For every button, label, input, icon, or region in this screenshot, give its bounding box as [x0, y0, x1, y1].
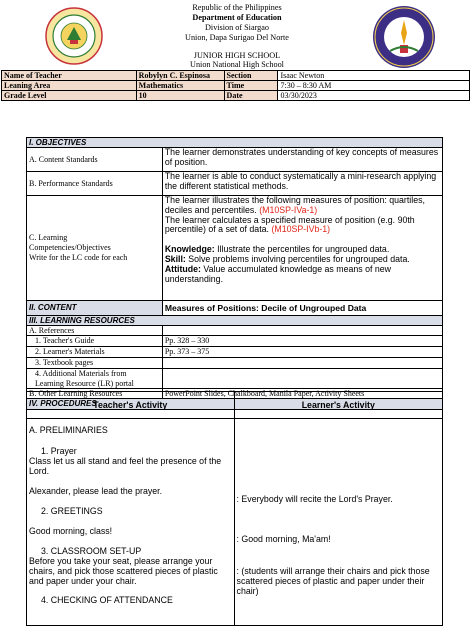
section-label: Section — [224, 71, 278, 81]
content-topic: Measures of Positions: Decile of Ungrouped Data — [162, 301, 442, 316]
competency-2 — [165, 216, 440, 236]
time-label: Time — [224, 81, 278, 91]
additional-materials-label — [27, 369, 163, 389]
grade-value: 10 — [136, 91, 224, 101]
performance-standards-text: The learner is able to conduct systematically a mini-research applying the different statistical methods. — [162, 172, 442, 196]
date-value: 03/30/2023 — [278, 91, 470, 101]
header-address: Union, Dapa Surigao Del Norte — [185, 33, 289, 42]
header-republic: Republic of the Philippines — [192, 3, 282, 12]
competency-1-code: (M10SP-IVa-1) — [259, 204, 318, 215]
resources-heading: III. LEARNING RESOURCES — [27, 316, 443, 326]
competencies-label-3: Write for the LC code for each — [29, 253, 128, 262]
lesson-plan-table — [26, 137, 443, 410]
content-heading: II. CONTENT — [27, 301, 163, 316]
additional-materials-value — [162, 369, 442, 389]
grade-label: Grade Level — [2, 91, 137, 101]
setup-response: : (students will arrange their chairs and pick those scattered pieces of plastic and paper under their chair) — [236, 566, 430, 596]
competencies-label-1: C. Learning — [29, 233, 68, 242]
other-resources-value: PowerPoint Slides, Chalkboard, Manila Paper, Activity Sheets — [162, 389, 442, 399]
header-department: Department of Education — [192, 13, 282, 22]
competencies-label — [27, 196, 163, 301]
greetings-step: 2. GREETINGS — [41, 506, 103, 516]
skill-text: Solve problems involving percentiles for ungrouped data. — [188, 253, 410, 264]
performance-standards-label: B. Performance Standards — [27, 172, 163, 196]
competency-1 — [165, 196, 440, 216]
area-label: Leaning Area — [2, 81, 137, 91]
section-value: Isaac Newton — [278, 71, 470, 81]
other-resources-label: B. Other Learning Resources — [27, 389, 163, 399]
prayer-step: 1. Prayer — [41, 446, 77, 456]
header-division: Division of Siargao — [205, 23, 269, 32]
content-standards-text: The learner demonstrates understanding of key concepts of measures of position. — [162, 148, 442, 172]
content-standards-label: A. Content Standards — [27, 148, 163, 172]
name-value: Robylyn C. Espinosa — [136, 71, 224, 81]
textbook-pages-label: 3. Textbook pages — [27, 358, 163, 369]
attitude-text: Value accumulated knowledge as means of new understanding. — [164, 263, 392, 284]
knowledge-text: Illustrate the percentiles for ungrouped data. — [217, 244, 390, 255]
attitude-objective — [165, 265, 440, 285]
teachers-guide-value: Pp. 328 – 330 — [162, 336, 442, 347]
setup-step: 3. CLASSROOM SET-UP — [41, 546, 142, 556]
learner-activity-header: Learner's Activity — [234, 392, 442, 419]
name-label: Name of Teacher — [2, 71, 137, 81]
attitude-label: Attitude: — [164, 263, 201, 274]
prayer-instruction: Class let us all stand and feel the presence of the Lord. — [29, 456, 222, 476]
additional-materials-line-1: 4. Additional Materials from — [35, 369, 127, 378]
knowledge-label: Knowledge: — [164, 244, 215, 255]
skill-label: Skill: — [164, 253, 186, 264]
area-value: Mathematics — [136, 81, 224, 91]
procedures-heading: IV. PROCEDURES — [27, 399, 443, 410]
alexander-instruction: Alexander, please lead the prayer. — [29, 486, 163, 496]
competency-2-text: The learner calculates a specified measure of position (e.g. 90th percentile) of a set of data. — [164, 214, 415, 235]
teacher-info-table — [1, 70, 470, 101]
procedures-table — [26, 391, 443, 626]
header-junior-high: JUNIOR HIGH SCHOOL — [193, 51, 281, 60]
learner-activity-cell — [234, 419, 442, 626]
time-value: 7:30 – 8:30 AM — [278, 81, 470, 91]
learners-materials-value: Pp. 373 – 375 — [162, 347, 442, 358]
competency-1-text: The learner illustrates the following measures of position: quartiles, deciles and percentiles. — [164, 195, 425, 215]
objectives-heading: I. OBJECTIVES — [27, 138, 443, 148]
learners-materials-label: 2. Learner's Materials — [27, 347, 163, 358]
prayer-response: : Everybody will recite the Lord's Prayer. — [236, 494, 393, 504]
teachers-guide-label: 1. Teacher's Guide — [27, 336, 163, 347]
competency-2-code: (M10SP-IVb-1) — [271, 224, 331, 235]
attendance-step: 4. CHECKING OF ATTENDANCE — [41, 595, 173, 605]
textbook-pages-value — [162, 358, 442, 369]
header-school-name: Union National High School — [190, 60, 284, 69]
date-label: Date — [224, 91, 278, 101]
preliminaries-heading: A. PRELIMINARIES — [29, 425, 108, 435]
competencies-label-2: Competencies/Objectives — [29, 243, 111, 252]
setup-instruction: Before you take your seat, please arrange your chairs, and pick those scattered pieces of plastic and paper under your chair. — [29, 556, 218, 586]
references-label: A. References — [27, 326, 163, 336]
teacher-activity-cell — [27, 419, 235, 626]
greetings-response: : Good morning, Ma'am! — [236, 534, 331, 544]
competencies-text — [162, 196, 442, 301]
references-value — [162, 326, 442, 336]
additional-materials-line-2: Learning Resource (LR) portal — [35, 378, 134, 388]
teacher-activity-header: Teacher's Activity — [27, 392, 235, 419]
greetings-text: Good morning, class! — [29, 526, 113, 536]
